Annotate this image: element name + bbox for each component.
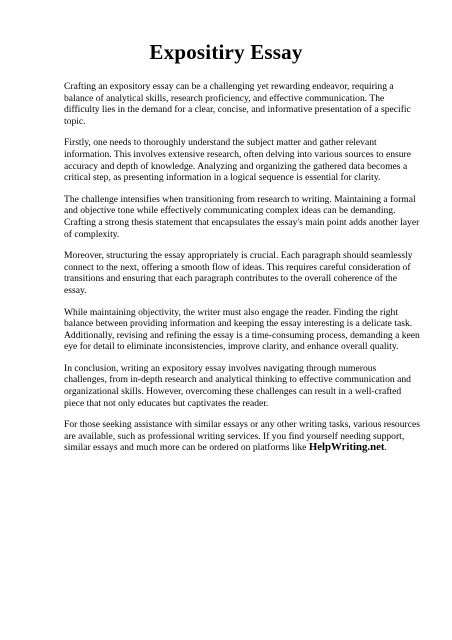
resources-end: . — [384, 442, 387, 454]
helpwriting-link[interactable]: HelpWriting.net — [308, 441, 385, 454]
paragraph-engagement: While maintaining objectivity, the writer must also engage the reader. Finding the right balance between providing information and keeping the essay interesting is a delicate task. Additionally, revising and refining the essay is a time-consuming process, demanding a keen eye for detail to eliminate inconsistencies, improve clarity, and enhance overall quality. — [64, 306, 420, 353]
paragraph-research: Firstly, one needs to thoroughly understand the subject matter and gather relevant information. This involves extensive research, often delving into various sources to ensure accuracy and depth of knowledge. Analyzing and organizing the gathered data becomes a critical step, as presenting information in a logical sequence is essential for clarity. — [64, 137, 411, 184]
resources-text: For those seeking assistance with similar essays or any other writing tasks, various resources are available, such as professional writing services. If you find yourself needing support, similar essays and much more can be ordered on platforms like — [64, 419, 420, 454]
paragraph-conclusion: In conclusion, writing an expository essay involves navigating through numerous challenges, from in-depth research and analytical thinking to effective communication and organizational skills. However, overcoming these challenges can result in a well-crafted piece that not only educates but captivates the reader. — [64, 362, 411, 409]
paragraph-resources — [64, 419, 420, 454]
paragraph-structure: Moreover, structuring the essay appropriately is crucial. Each paragraph should seamlessly connect to the next, offering a smooth flow of ideas. This requires careful consideration of transitions and ensuring that each paragraph contributes to the overall coherence of the essay. — [64, 250, 413, 296]
paragraph-writing-challenge: The challenge intensifies when transitioning from research to writing. Maintaining a formal and objective tone while effectively communicating complex ideas can be demanding. Crafting a strong thesis statement that encapsulates the essay's main point adds another layer of complexity. — [64, 193, 420, 240]
paragraph-intro: Crafting an expository essay can be a challenging yet rewarding endeavor, requiring a balance of analytical skills, research proficiency, and effective communication. The difficulty lies in the demand for a clear, concise, and informative presentation of a specific topic. — [64, 81, 411, 127]
document-body — [64, 81, 420, 464]
document-title: Expositiry Essay — [149, 40, 303, 64]
